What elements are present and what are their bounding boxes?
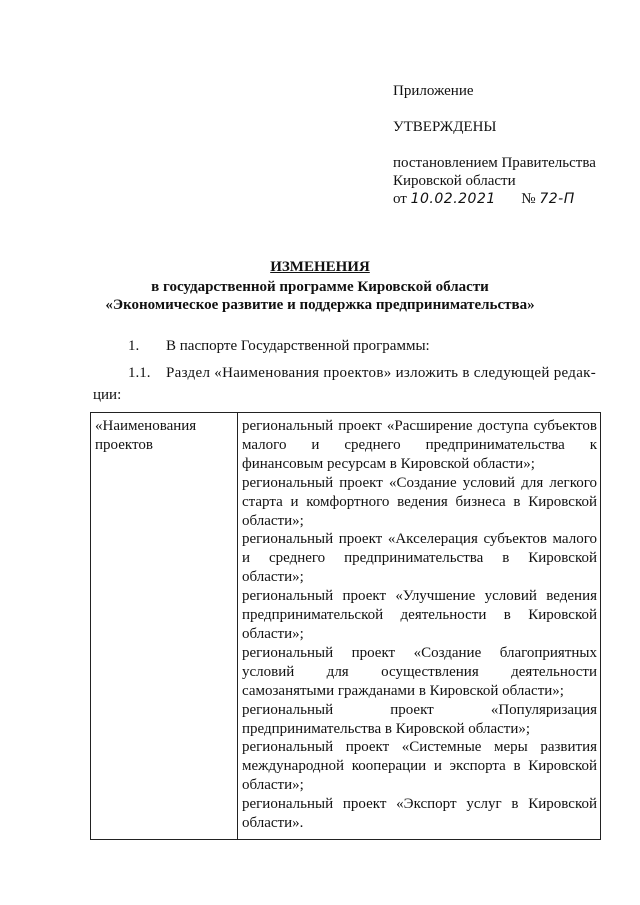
number-prefix: №: [521, 191, 536, 207]
appendix-label: Приложение: [393, 83, 474, 99]
paragraph-1-1: [128, 363, 596, 383]
paragraph-1-1-text: Раздел «Наименования проектов» изложить в следующей редак-: [166, 365, 597, 381]
list-item: региональный проект «Системные меры развития международной кооперации и экспорта в Кировской области»;: [242, 739, 597, 794]
paragraph-1-1-number: 1.1.: [128, 365, 151, 381]
list-item: региональный проект «Расширение доступа субъектов малого и среднего предпринимательства к финансовым ресурсам в Кировской области»;: [242, 418, 597, 472]
paragraph-1-1-continuation: ции:: [93, 387, 122, 403]
resolution-line-2: Кировской области: [393, 173, 516, 189]
table-label-cell: «Наименования проектов: [91, 413, 238, 840]
list-item: региональный проект «Создание условий для легкого старта и комфортного ведения бизнеса в Кировской области»;: [242, 474, 597, 529]
list-item: региональный проект «Экспорт услуг в Кировской области».: [242, 796, 597, 832]
projects-table: [90, 412, 601, 840]
title-line-2: в государственной программе Кировской области: [151, 279, 489, 295]
handwritten-number: 72-П: [539, 191, 575, 207]
handwritten-date: 10.02.2021: [410, 191, 496, 207]
table-content-cell: [238, 413, 601, 840]
list-item: региональный проект «Акселерация субъектов малого и среднего предпринимательства в Кировской области»;: [242, 531, 597, 586]
list-item: региональный проект «Улучшение условий ведения предпринимательской деятельности в Кировской области»;: [242, 588, 597, 642]
document-title: [0, 258, 640, 314]
approval-block: [393, 82, 596, 208]
date-number-line: [393, 190, 596, 208]
paragraph-1-text: В паспорте Государственной программы:: [166, 338, 430, 354]
approved-label: УТВЕРЖДЕНЫ: [393, 119, 497, 135]
resolution-line-1: постановлением Правительства: [393, 155, 596, 171]
paragraph-1-number: 1.: [128, 338, 140, 354]
date-prefix: от: [393, 191, 411, 207]
table-row: [91, 413, 601, 840]
list-item: региональный проект «Создание благоприятных условий для осуществления деятельности самозанятыми гражданами в Кировской области»;: [242, 644, 597, 699]
title-heading: ИЗМЕНЕНИЯ: [270, 259, 370, 275]
list-item: региональный проект «Популяризация предпринимательства в Кировской области»;: [242, 701, 597, 737]
paragraph-1: [128, 336, 430, 356]
title-line-3: «Экономическое развитие и поддержка предпринимательства»: [105, 297, 535, 313]
